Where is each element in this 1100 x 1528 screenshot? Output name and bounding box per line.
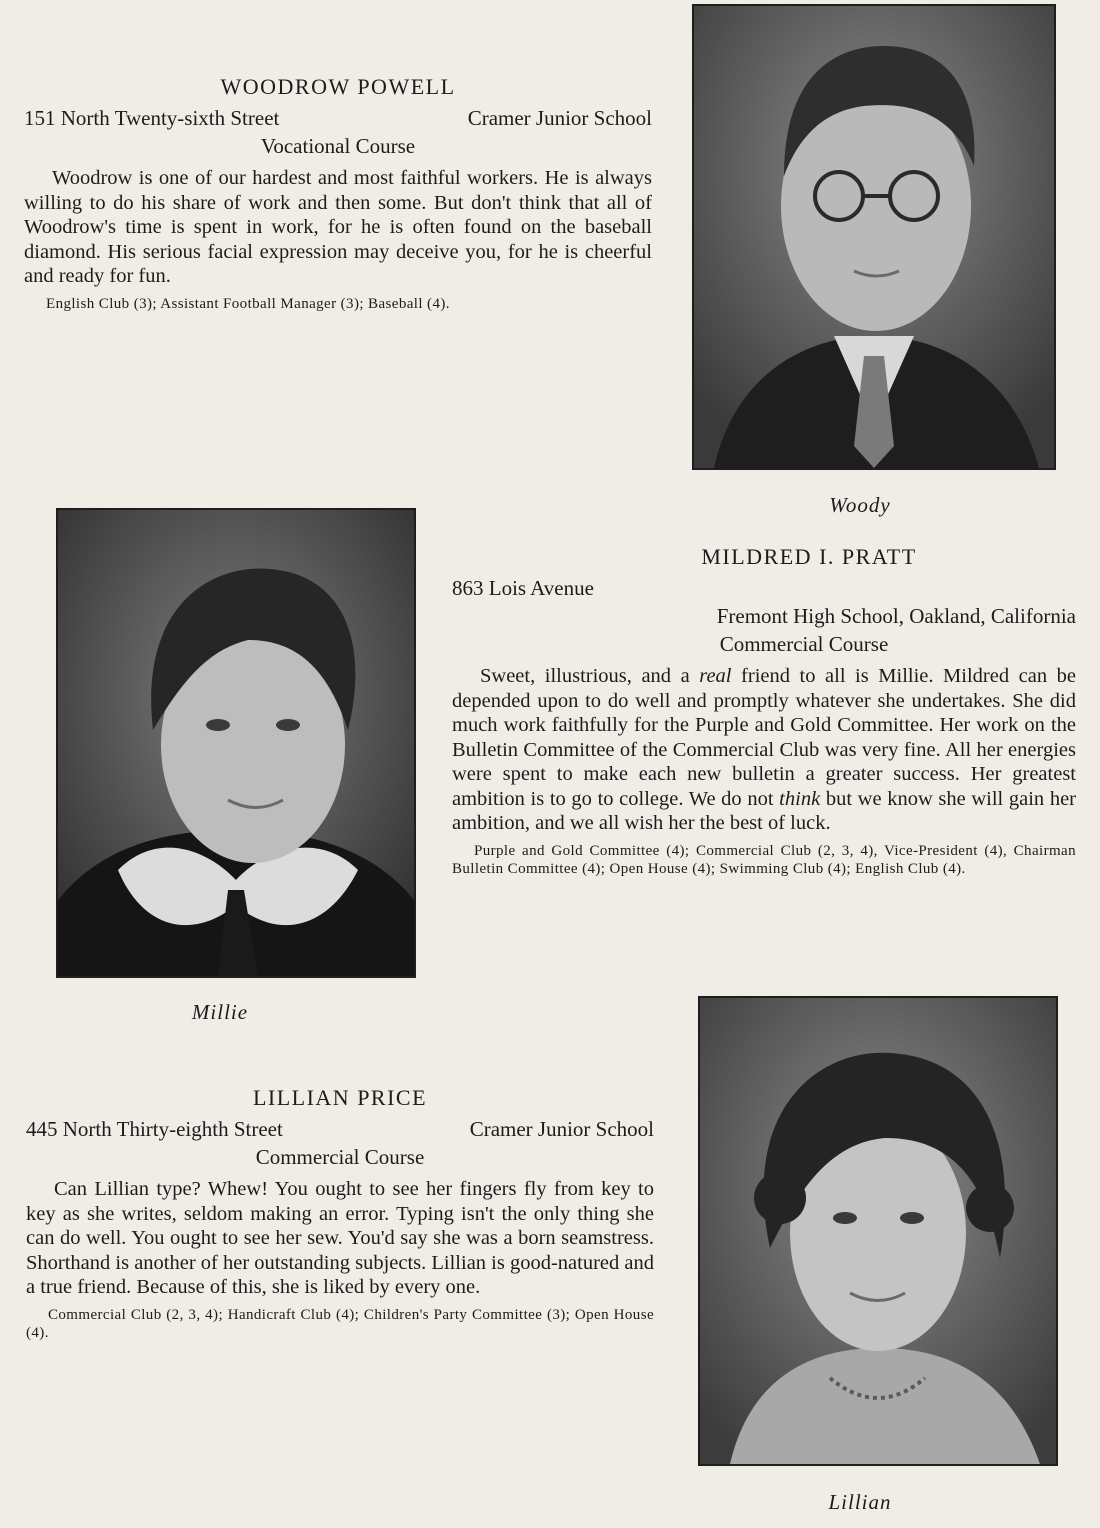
student-activities: Commercial Club (2, 3, 4); Handicraft Club (4); Children's Party Committee (3); Open House (4). [26, 1306, 654, 1341]
student-bio: Woodrow is one of our hardest and most faithful workers. He is always willing to do his share of work and then some. But don't think that all of Woodrow's time is spent in work, for he is often found on the baseball diamond. His serious facial expression may deceive you, for he is cheerful and ready for fun. [24, 167, 652, 287]
address-row [24, 104, 652, 132]
previous-school: Cramer Junior School [467, 106, 652, 130]
student-bio: Sweet, illustrious, and a real friend to all is Millie. Mildred can be depended upon to do well and promptly whatever she undertakes. She did much work faithfully for the Purple and Gold Committee. Her work on the Bulletin Committee of the Commercial Club was very fine. All her energies were spent to make each new bulletin a greater success. Her greatest ambition is to go to college. We do not think but we know she will gain her ambition, and we all wish her the best of luck. [452, 665, 1077, 834]
previous-school: Fremont High School, Oakland, California [716, 604, 1076, 628]
student-activities: Purple and Gold Committee (4); Commercial Club (2, 3, 4), Vice-President (4), Chairman Bulletin Committee (4); Open House (4); Swimming Club (4); English Club (4). [452, 842, 1076, 877]
student-course: Vocational Course [260, 134, 416, 158]
entry-woodrow-powell [24, 74, 652, 313]
portrait-photo-millie [56, 508, 416, 978]
nickname-caption: Lillian [828, 1490, 892, 1514]
student-course: Commercial Course [719, 632, 889, 656]
portrait-photo-woody [692, 4, 1056, 470]
nickname-caption: Millie [191, 1000, 249, 1024]
student-name: WOODROW POWELL [220, 74, 456, 99]
student-name: LILLIAN PRICE [252, 1085, 428, 1110]
nickname-caption: Woody [829, 493, 891, 517]
student-activities: English Club (3); Assistant Football Manager (3); Baseball (4). [46, 295, 450, 312]
entry-lillian-price [26, 1085, 654, 1342]
student-address: 863 Lois Avenue [452, 576, 594, 600]
student-name: MILDRED I. PRATT [701, 544, 917, 569]
student-address: 151 North Twenty-sixth Street [24, 106, 280, 130]
portrait-photo-lillian [698, 996, 1058, 1466]
student-bio: Can Lillian type? Whew! You ought to see her fingers fly from key to key as she writes, seldom making an error. Typing isn't the only thing she can do well. You ought to see her sew. You'd say she was a born seamstress. Shorthand is another of her outstanding subjects. Lillian is good-natured and a true friend. Because of this, she is liked by every one. [26, 1178, 654, 1298]
previous-school: Cramer Junior School [469, 1117, 654, 1141]
address-row [26, 1115, 654, 1143]
entry-mildred-pratt [452, 544, 1076, 878]
student-address: 445 North Thirty-eighth Street [26, 1117, 283, 1141]
student-course: Commercial Course [255, 1145, 425, 1169]
